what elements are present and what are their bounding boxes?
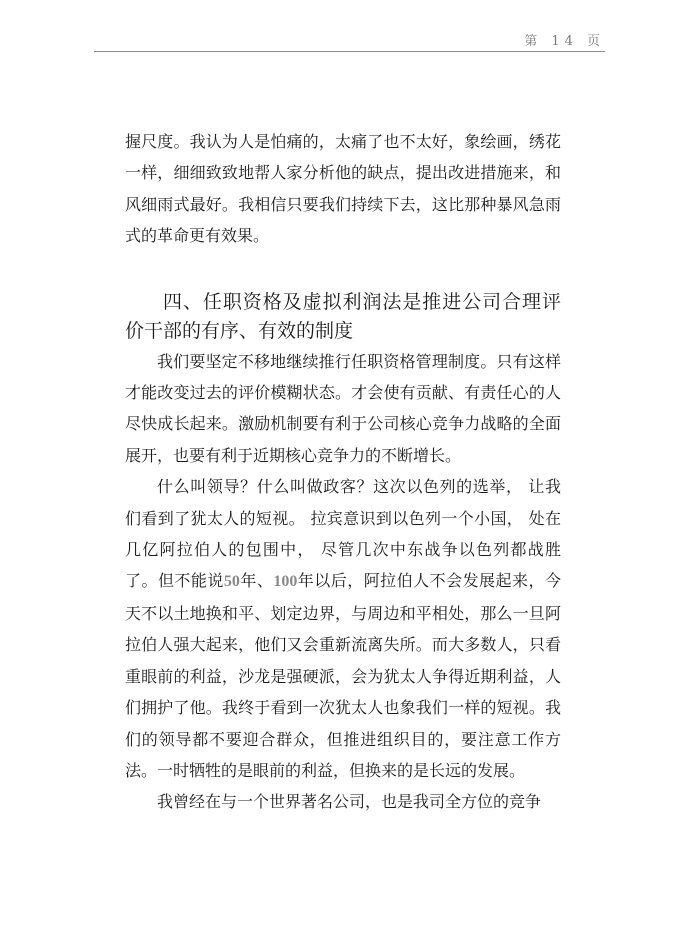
paragraph-leadership	[125, 471, 561, 786]
paragraph-competitor: 我曾经在与一个世界著名公司，也是我司全方位的竞争	[157, 792, 542, 812]
paragraph-continuation: 握尺度。我认为人是怕痛的，太痛了也不太好，象绘画，绣花一样，细细致致地帮人家分析他的缺点，提出改进措施来，和风细雨式最好。我相信只要我们持续下去，这比那种暴风急雨式的革命更有效果。	[125, 132, 561, 246]
leadership-text-c: 年以后，阿拉伯人不会发展起来，今天不以土地换和平、划定边界，与周边和平相处，那么一旦阿拉伯人强大起来，他们又会重新流离失所。而大多数人，只看重眼前的利益，沙龙是强硬派，会为犹太人争得近期利益，人们拥护了他。我终于看到一次犹太人也象我们一样的短视。我们的领导都不要迎合群众，但推进组织目的，要注意工作方法。一时牺牲的是眼前的利益，但换来的是长远的发展。	[125, 571, 561, 780]
document-body	[125, 126, 561, 818]
section-heading: 四、任职资格及虚拟利润法是推进公司合理评价干部的有序、有效的制度	[125, 290, 561, 342]
page-header	[94, 26, 605, 52]
year-number-100: 100	[273, 573, 298, 591]
paragraph-qualification-system: 我们要坚定不移地继续推行任职资格管理制度。只有这样才能改变过去的评价模糊状态。才会使有贡献、有责任心的人尽快成长起来。激励机制要有利于公司核心竞争力战略的全面展开，也要有利于近期核心竞争力的不断增长。	[125, 351, 561, 465]
leadership-text-a: 什么叫领导？什么叫做政客？这次以色列的选举， 让我们看到了犹太人的短视。 拉宾意识到以色列一个小国， 处在几亿阿拉伯人的包围中， 尽管几次中东战争以色列都战胜了。但不能说	[125, 477, 561, 591]
page-number: 第 14 页	[524, 34, 605, 49]
year-number-50: 50	[223, 573, 240, 591]
leadership-text-b: 年、	[239, 571, 274, 591]
